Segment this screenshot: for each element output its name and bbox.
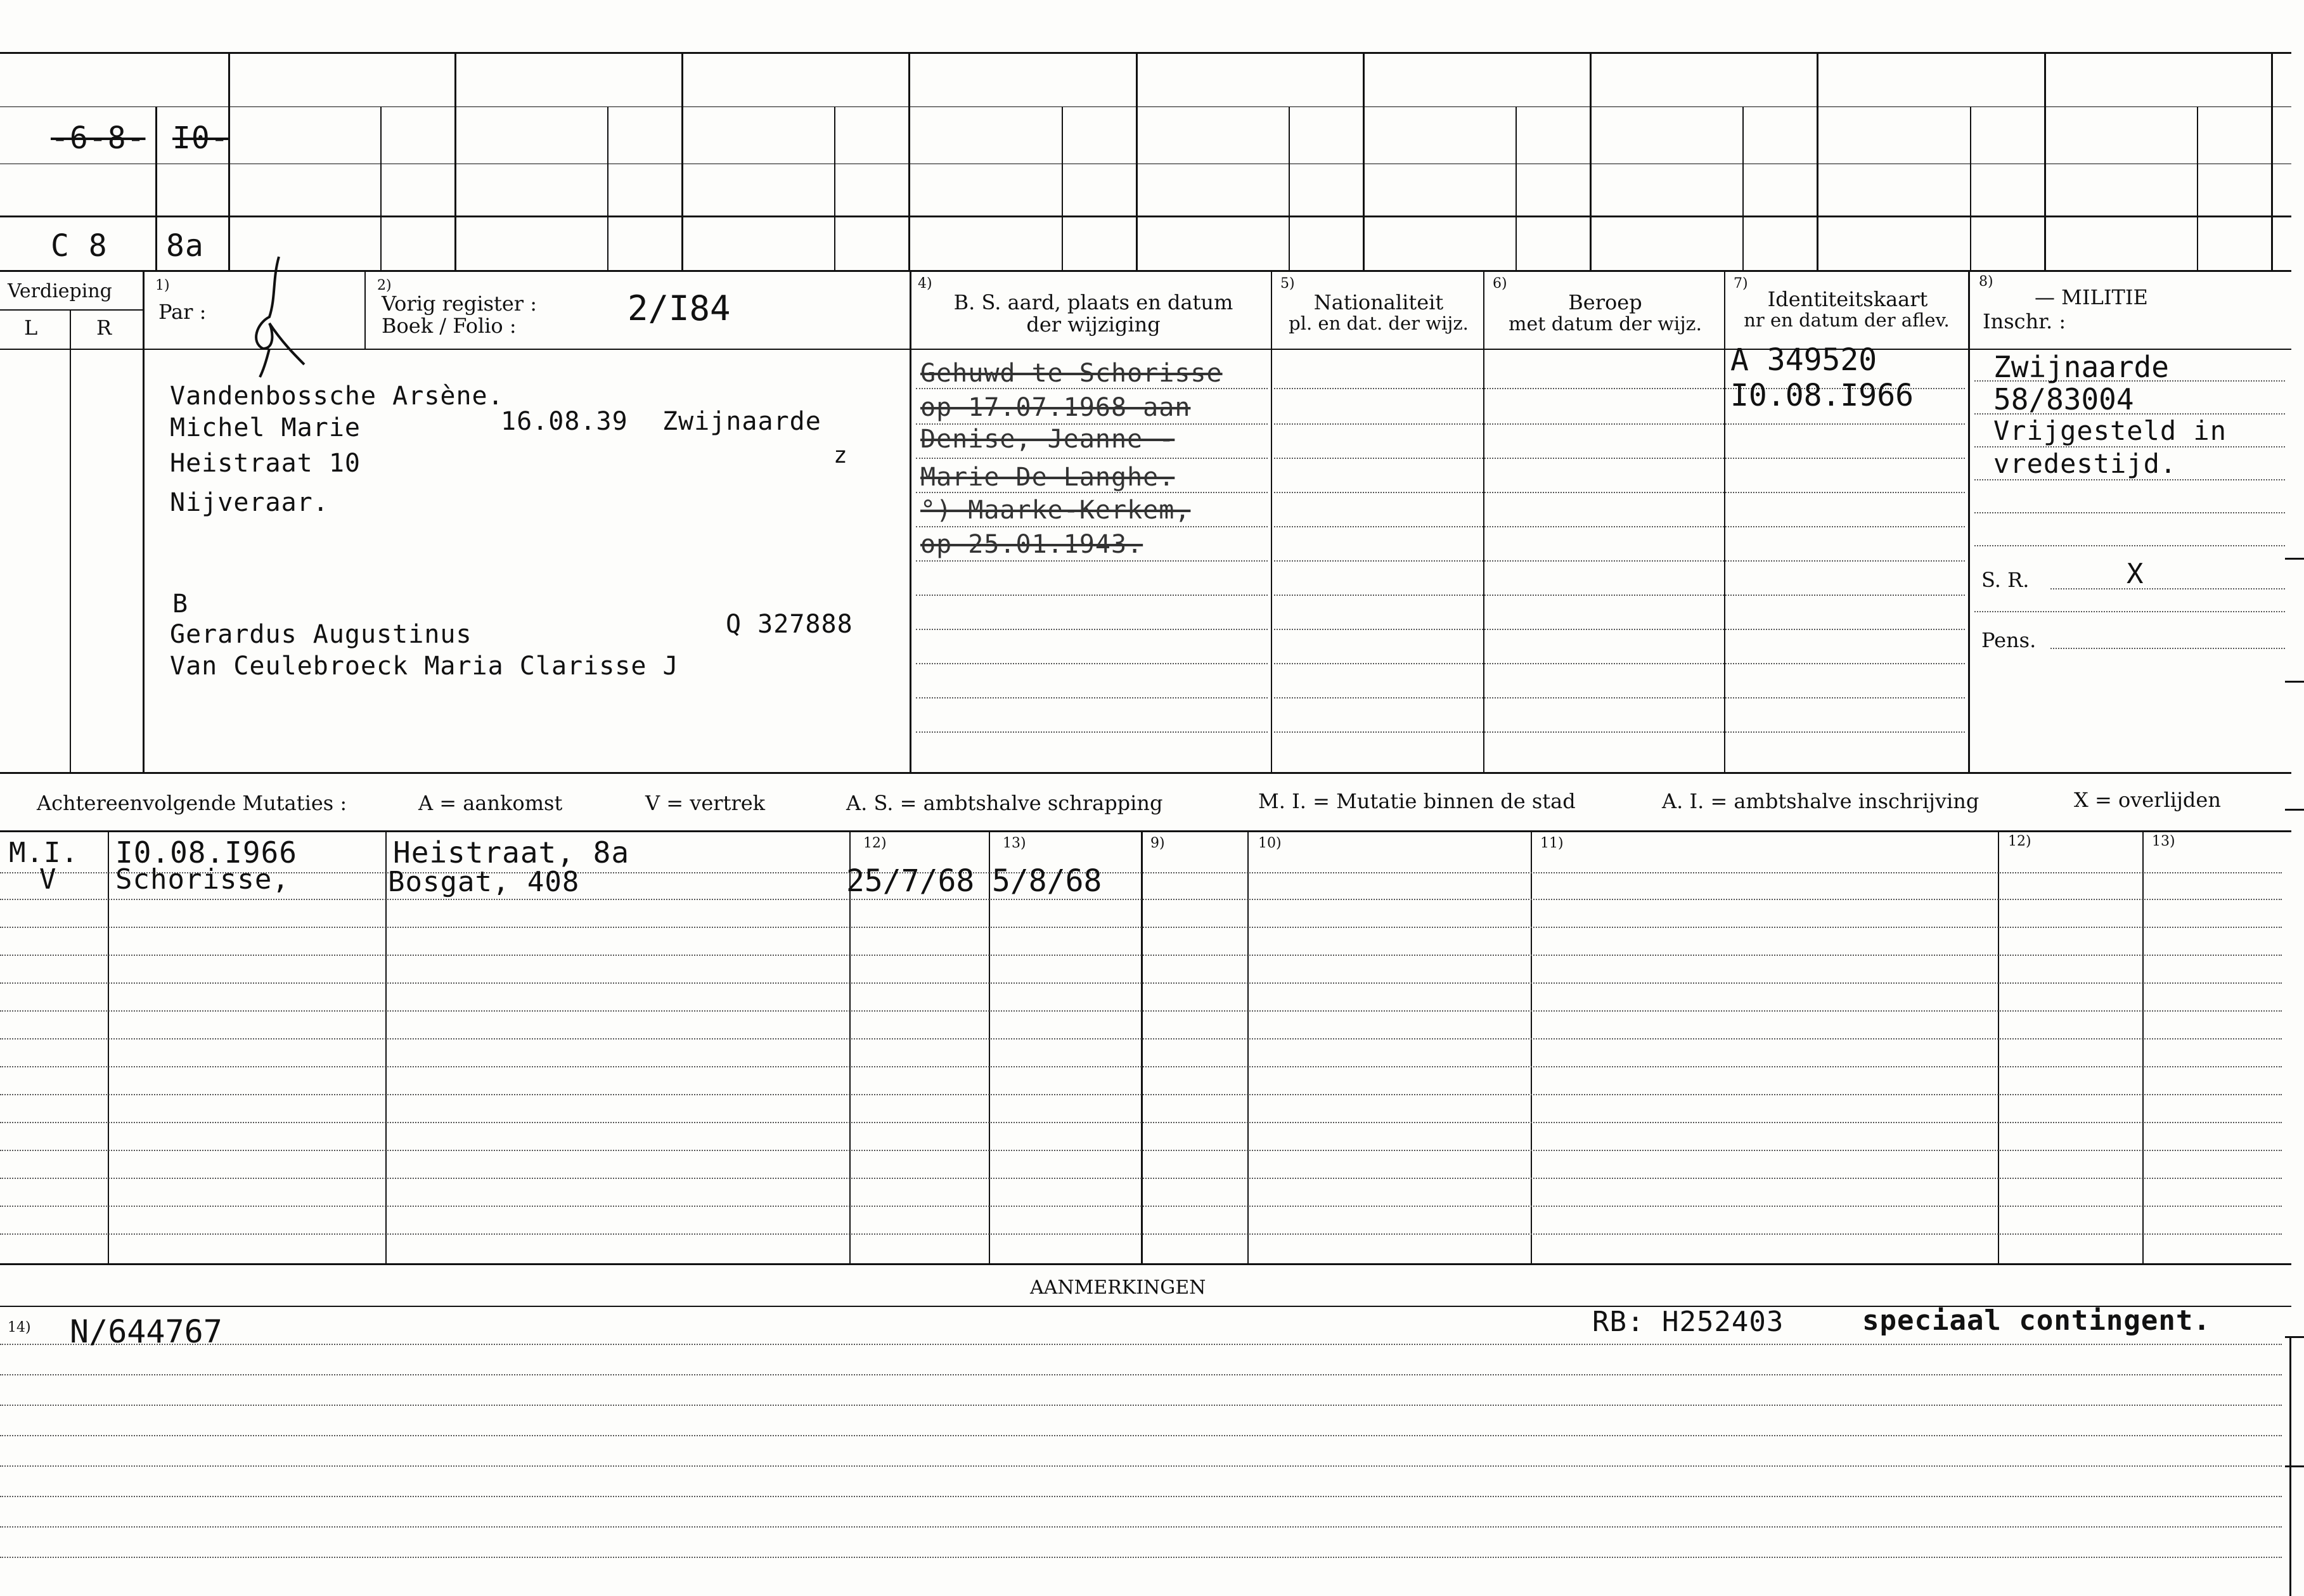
b-mark: B (172, 589, 189, 619)
mutation-date-13: 5/8/68 (992, 863, 1102, 899)
l-label: L (24, 316, 38, 340)
mutation-type: V (39, 863, 57, 896)
vorig-register-label: Vorig register : (382, 292, 537, 316)
father-name: Gerardus Augustinus (170, 620, 472, 649)
note-5: 5) (1280, 276, 1295, 292)
col-12-header: 12) (2008, 833, 2031, 849)
remarks-note: speciaal contingent. (1862, 1304, 2211, 1337)
note-1: 1) (155, 278, 170, 293)
register-value: 2/I84 (627, 288, 731, 328)
col-10-header: 10) (1258, 835, 1282, 851)
mutation-address: Heistraat, 8a (393, 835, 630, 870)
bs-change-line: Marie De Langhe. (920, 463, 1175, 492)
id-header-line1: Identiteitskaart (1767, 287, 1928, 311)
mutation-address: Bosgat, 408 (388, 866, 580, 898)
nat-header-line1: Nationaliteit (1313, 290, 1444, 314)
militie-header: — MILITIE (2035, 285, 2148, 309)
address: Heistraat 10 (170, 449, 361, 478)
legend-x: X = overlijden (2074, 788, 2221, 812)
bs-change-line: Gehuwd te Schorisse (920, 359, 1223, 388)
birth-place: Zwijnaarde (662, 407, 821, 436)
pens-label: Pens. (1981, 628, 2037, 652)
militie-place: Zwijnaarde (1993, 350, 2169, 384)
note-4: 4) (918, 276, 932, 292)
note-6: 6) (1493, 276, 1507, 292)
col-12-header: 12) (863, 835, 887, 851)
legend-a: A = aankomst (418, 791, 563, 815)
par-signature (238, 254, 307, 380)
boek-folio-label: Boek / Folio : (382, 314, 517, 338)
mutation-date-12: 25/7/68 (846, 863, 975, 899)
top-grid-r1c2: I0- (172, 120, 229, 156)
col-13-header: 13) (2152, 833, 2175, 849)
note-8: 8) (1979, 274, 1993, 290)
sr-value: X (2127, 558, 2144, 590)
militie-number: 58/83004 (1993, 382, 2134, 416)
mother-name: Van Ceulebroeck Maria Clarisse J (170, 652, 679, 681)
top-grid-r2c1: C 8 (51, 228, 108, 264)
identity-number: A 349520 (1730, 342, 1877, 378)
remarks-number: N/644767 (70, 1313, 222, 1350)
q-number: Q 327888 (726, 610, 853, 639)
remarks-title: AANMERKINGEN (1030, 1277, 1206, 1299)
beroep-header-line1: Beroep (1568, 290, 1642, 314)
top-grid-r1c1: -6-8- (51, 120, 146, 156)
bs-change-line: op 17.07.1968 aan (920, 393, 1191, 422)
bs-change-line: op 25.01.1943. (920, 530, 1143, 559)
legend-ai: A. I. = ambtshalve inschrijving (1662, 789, 1979, 813)
col-9-header: 9) (1150, 835, 1165, 851)
legend-title: Achtereenvolgende Mutaties : (37, 791, 347, 815)
note-2: 2) (377, 278, 392, 293)
col-11-header: 11) (1540, 835, 1564, 851)
z-mark: z (833, 442, 848, 468)
legend-v: V = vertrek (645, 791, 766, 815)
top-grid-r2c2: 8a (166, 228, 204, 264)
legend-mi: M. I. = Mutatie binnen de stad (1258, 789, 1576, 813)
person-given-names: Michel Marie (170, 413, 361, 442)
birth-date: 16.08.39 (501, 407, 628, 436)
militie-status-line1: Vrijgesteld in (1993, 415, 2227, 446)
sr-label: S. R. (1981, 568, 2030, 592)
bs-header-line1: B. S. aard, plaats en datum (953, 290, 1233, 314)
beroep-header-line2: met datum der wijz. (1509, 313, 1702, 335)
bs-header-line2: der wijziging (1026, 312, 1161, 337)
r-label: R (96, 316, 112, 340)
mutation-date: Schorisse, (115, 863, 290, 896)
identity-date: I0.08.I966 (1730, 378, 1914, 413)
verdieping-label: Verdieping (8, 280, 112, 302)
id-header-line2: nr en datum der aflev. (1744, 309, 1950, 331)
occupation: Nijveraar. (170, 488, 329, 517)
note-7: 7) (1734, 276, 1748, 292)
mutation-type: M.I. (9, 837, 79, 869)
bs-change-line: Denise, Jeanne - (920, 425, 1175, 454)
inschr-label: Inschr. : (1983, 309, 2066, 333)
bs-change-line: °) Maarke-Kerkem, (920, 496, 1191, 525)
remarks-rb: RB: H252403 (1592, 1306, 1784, 1338)
person-name: Vandenbossche Arsène. (170, 382, 504, 411)
col-13-header: 13) (1003, 835, 1026, 851)
legend-as: A. S. = ambtshalve schrapping (846, 791, 1163, 815)
mutation-date: I0.08.I966 (115, 835, 297, 870)
note-14: 14) (8, 1320, 31, 1335)
militie-status-line2: vredestijd. (1993, 448, 2177, 479)
nat-header-line2: pl. en dat. der wijz. (1289, 312, 1469, 334)
par-label: Par : (158, 300, 207, 324)
